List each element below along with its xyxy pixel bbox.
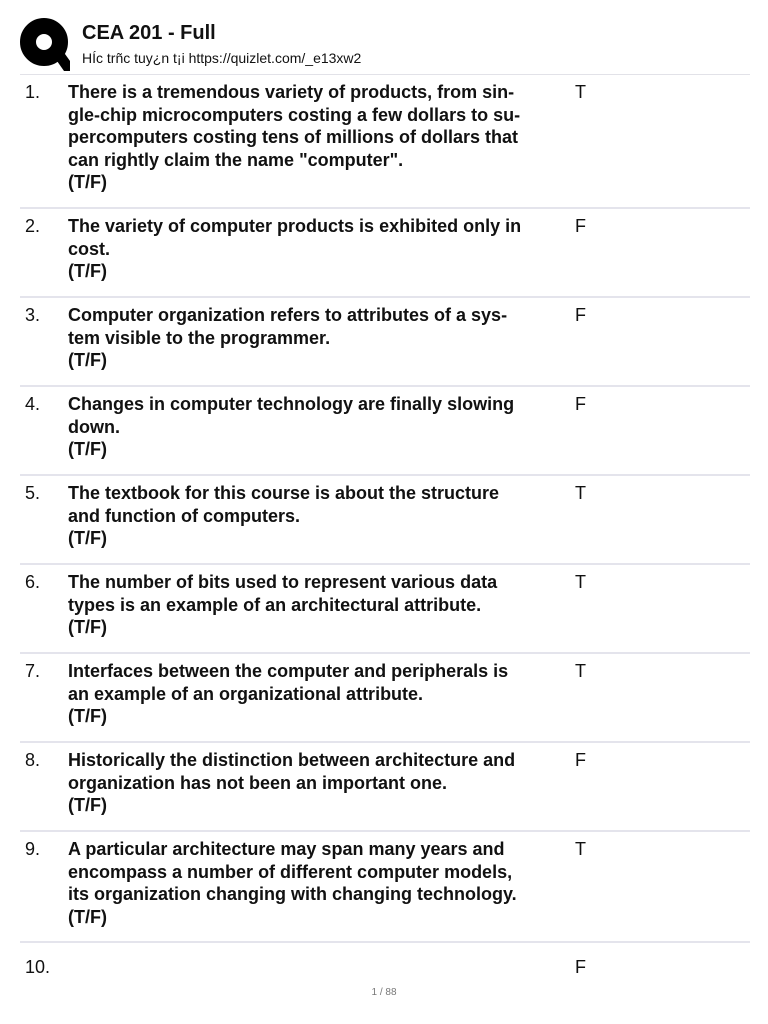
card-term-line: A particular architecture may span many years and [68,839,505,859]
flashcard-row [0,387,768,476]
document-header [0,0,768,74]
card-term-line: (T/F) [68,528,107,548]
card-term-line: There is a tremendous variety of products, from sin- [68,82,515,102]
card-term [68,749,570,817]
card-term [68,81,570,194]
card-term-line: and function of computers. [68,505,300,526]
card-term-line: (T/F) [68,261,107,281]
flashcard-row [0,654,768,743]
card-number: 4. [25,394,41,414]
card-term-line: (T/F) [68,906,107,927]
flashcard-row [0,476,768,565]
card-term-line: The variety of computer products is exhibited only in [68,216,522,236]
card-term-line: gle-chip microcomputers costing a few dollars to su- [68,104,521,125]
card-number: 10. [25,957,51,977]
card-term-line: percomputers costing tens of millions of dollars that [68,127,519,147]
card-term [68,393,570,461]
flashcard-row [0,832,768,943]
card-term [68,838,570,928]
card-answer: F [575,216,586,236]
flashcard-row [0,75,768,209]
card-term-line: Interfaces between the computer and peripherals is [68,661,509,681]
card-term-line: an example of an organizational attribute. [68,683,424,704]
card-term [68,482,570,550]
flashcard-row [0,565,768,654]
card-number: 5. [25,483,41,503]
card-term-line: Changes in computer technology are finally slowing [68,394,515,414]
card-number: 8. [25,750,41,770]
card-term-line: (T/F) [68,439,107,459]
card-answer: T [575,82,586,102]
card-term-line: down. [68,416,120,437]
card-answer: F [575,957,586,977]
card-answer: F [575,305,586,325]
flashcard-list [0,75,768,1003]
card-term-line: (T/F) [68,172,107,192]
card-answer: T [575,572,586,592]
card-term-line: cost. [68,238,111,259]
card-term-line: The number of bits used to represent various data [68,572,498,592]
card-term-line: (T/F) [68,350,107,370]
flashcard-row [0,298,768,387]
card-term [68,571,570,639]
card-term-line: The textbook for this course is about the structure [68,483,500,503]
card-answer: T [575,839,586,859]
flashcard-row [0,209,768,298]
card-number: 7. [25,661,41,681]
card-answer: T [575,483,586,503]
card-term-line: (T/F) [68,706,107,726]
card-term-line: (T/F) [68,617,107,637]
card-number: 9. [25,839,41,859]
card-answer: T [575,661,586,681]
page-subtitle: HÍc trñc tuy¿n t¡i https://quizlet.com/_e13xw2 [82,50,362,66]
page-title: CEA 201 - Full [82,22,216,44]
card-term-line: Historically the distinction between architecture and [68,750,516,770]
card-term-line: tem visible to the programmer. [68,327,331,348]
card-term [68,215,570,283]
card-answer: F [575,394,586,414]
card-term-line: can rightly claim the name "computer". [68,149,404,170]
card-term-line: organization has not been an important one. [68,772,448,793]
quizlet-logo-icon [20,17,70,73]
card-term-line: encompass a number of different computer models, [68,861,513,882]
card-number: 3. [25,305,41,325]
flashcard-row [0,743,768,832]
page-indicator: 1 / 88 [371,987,397,998]
card-term-line: Computer organization refers to attributes of a sys- [68,305,508,325]
card-term [68,304,570,372]
card-term-line: (T/F) [68,795,107,815]
card-number: 6. [25,572,41,592]
card-term-line: types is an example of an architectural attribute. [68,594,482,615]
card-number: 1. [25,82,41,102]
card-term [68,660,570,728]
card-term-line: its organization changing with changing technology. [68,884,517,904]
card-number: 2. [25,216,41,236]
card-answer: F [575,750,586,770]
